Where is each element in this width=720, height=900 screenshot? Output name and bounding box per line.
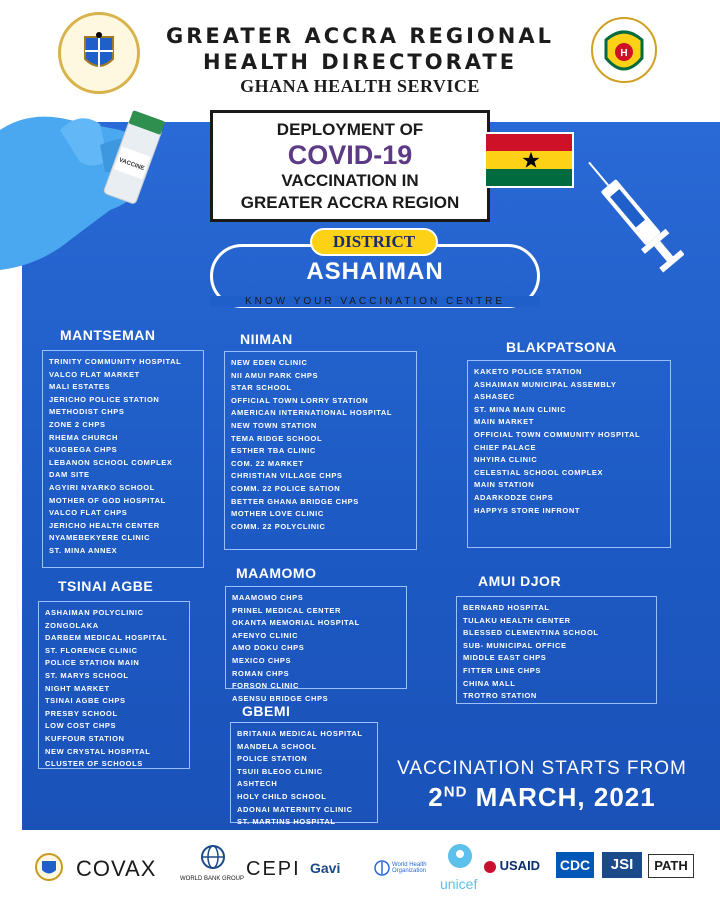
- facility-list-item: FORSON CLINIC: [232, 681, 299, 691]
- facility-list-item: BRITANIA MEDICAL HOSPITAL: [237, 729, 363, 738]
- section-title-tsinai-agbe: TSINAI AGBE: [58, 578, 154, 594]
- facility-list-item: NHYIRA CLINIC: [474, 455, 538, 465]
- section-title-gbemi: GBEMI: [242, 703, 291, 719]
- section-list-blakpatsona: [467, 360, 671, 548]
- facility-list-item: TSUII BLEOO CLINIC: [237, 766, 323, 776]
- district-label: DISTRICT: [310, 228, 438, 256]
- facility-list-item: MAIN STATION: [474, 480, 535, 490]
- facility-list-item: NII AMUI PARK CHPS: [231, 370, 319, 380]
- ministry-of-health-logo: [58, 12, 140, 94]
- facility-list-item: BLESSED CLEMENTINA SCHOOL: [463, 628, 599, 638]
- facility-list-item: ST. MINA MAIN CLINIC: [474, 404, 567, 414]
- facility-list-item: FITTER LINE CHPS: [463, 665, 541, 675]
- facility-list-item: JERICHO HEALTH CENTER: [49, 520, 160, 530]
- facility-list-item: JERICHO POLICE STATION: [49, 394, 160, 404]
- facility-list-item: CELESTIAL SCHOOL COMPLEX: [474, 467, 604, 477]
- facility-list-item: OKANTA MEMORIAL HOSPITAL: [232, 618, 360, 628]
- facility-list-item: MALI ESTATES: [49, 382, 111, 392]
- section-list-mantseman: [42, 350, 204, 568]
- jsi-logo: JSI: [602, 852, 642, 878]
- facility-list-item: ST. FLORENCE CLINIC: [45, 645, 138, 655]
- facility-list-item: RHEMA CHURCH: [49, 432, 119, 442]
- facility-list-item: OFFICIAL TOWN COMMUNITY HOSPITAL: [474, 429, 641, 439]
- unicef-logo: unicef: [440, 876, 478, 892]
- facility-list-item: TROTRO STATION: [463, 691, 537, 701]
- facility-list-item: CHRISTIAN VILLAGE CHPS: [231, 471, 343, 481]
- facility-list-item: ST. MARYS SCHOOL: [45, 670, 129, 680]
- facility-list-item: MANDELA SCHOOL: [237, 741, 317, 751]
- facility-list-item: POLICE STATION: [237, 754, 308, 764]
- facility-list-item: HOLY CHILD SCHOOL: [237, 791, 327, 801]
- cdc-logo: CDC: [556, 852, 594, 878]
- world-bank-globe-icon: [200, 844, 226, 870]
- section-title-maamomo: MAAMOMO: [236, 565, 317, 581]
- gloved-hand-vial-image: [0, 90, 190, 290]
- facility-list-item: DARBEM MEDICAL HOSPITAL: [45, 633, 168, 643]
- section-list-maamomo: [225, 586, 407, 703]
- facility-list-item: TSINAI AGBE CHPS: [45, 696, 126, 706]
- deployment-title-box: [210, 110, 490, 222]
- facility-list-item: BERNARD HOSPITAL: [463, 603, 550, 612]
- facility-list-item: TULAKU HEALTH CENTER: [463, 615, 571, 625]
- facility-list-item: LOW COST CHPS: [45, 721, 117, 731]
- facility-list-item: ESTHER TBA CLINIC: [231, 446, 316, 456]
- facility-list-item: MAIN MARKET: [474, 417, 534, 427]
- facility-list-item: ZONGOLAKA: [45, 620, 99, 630]
- facility-list-item: PRESBY SCHOOL: [45, 708, 118, 718]
- partner-logos-bar: [0, 830, 720, 900]
- facility-list-item: ST. MINA ANNEX: [49, 545, 118, 555]
- facility-list-item: ASHAIMAN POLYCLINIC: [45, 608, 144, 617]
- facility-list-item: POLICE STATION MAIN: [45, 658, 140, 668]
- facility-list-item: KAKETO POLICE STATION: [474, 367, 583, 376]
- facility-list-item: AMO DOKU CHPS: [232, 643, 305, 653]
- facility-list-item: TRINITY COMMUNITY HOSPITAL: [49, 357, 182, 366]
- facility-list-item: NIGHT MARKET: [45, 683, 110, 693]
- gavi-logo: Gavi: [310, 860, 341, 876]
- world-bank-logo: WORLD BANK GROUP: [180, 876, 245, 882]
- facility-list-item: STAR SCHOOL: [231, 383, 292, 393]
- facility-list-item: CHINA MALL: [463, 678, 516, 688]
- facility-list-item: COMM. 22 POLYCLINIC: [231, 521, 326, 531]
- facility-list-item: AGYIRI NYARKO SCHOOL: [49, 482, 155, 492]
- section-title-blakpatsona: BLAKPATSONA: [506, 339, 617, 355]
- section-list-niiman: [224, 351, 417, 550]
- header-subtitle: GHANA HEALTH SERVICE: [240, 76, 480, 96]
- header-title-line2: HEALTH DIRECTORATE: [202, 50, 518, 74]
- path-logo: PATH: [648, 854, 694, 878]
- facility-list-item: PRINEL MEDICAL CENTER: [232, 605, 341, 615]
- section-list-tsinai-agbe: [38, 601, 190, 769]
- cepi-logo: CEPI: [246, 858, 301, 880]
- facility-list-item: AMERICAN INTERNATIONAL HOSPITAL: [231, 408, 393, 418]
- facility-list-item: MIDDLE EAST CHPS: [463, 653, 547, 663]
- facility-list-item: ASHASEC: [474, 392, 515, 402]
- facility-list-item: METHODIST CHPS: [49, 407, 125, 417]
- vaccination-start-text: VACCINATION STARTS FROM: [397, 758, 687, 779]
- facility-list-item: ASHTECH: [237, 779, 278, 789]
- deployment-line3: VACCINATION IN: [281, 171, 419, 190]
- ghana-flag-icon: [484, 132, 574, 188]
- facility-list-item: COM. 22 MARKET: [231, 458, 304, 468]
- ghana-health-service-logo: [588, 14, 660, 94]
- facility-list-item: COMM. 22 POLICE SATION: [231, 483, 341, 493]
- facility-list-item: CLUSTER OF SCHOOLS: [45, 759, 143, 769]
- facility-list-item: MOTHER OF GOD HOSPITAL: [49, 495, 166, 505]
- who-emblem-icon: [374, 860, 390, 876]
- section-list-gbemi: [230, 722, 378, 827]
- section-list-amui-djor: [456, 596, 657, 704]
- facility-list-item: HAPPYS STORE INFRONT: [474, 505, 581, 515]
- facility-list-item: CHIEF PALACE: [474, 442, 537, 452]
- facility-list-item: ASENSU BRIDGE CHPS: [232, 693, 329, 703]
- facility-list-item: TEMA RIDGE SCHOOL: [231, 433, 323, 443]
- facility-list-item: VALCO FLAT CHPS: [49, 508, 128, 518]
- syringe-icon: [584, 146, 684, 286]
- facility-list-item: NYAMEBEKYERE CLINIC: [49, 533, 151, 543]
- svg-text:H: H: [620, 48, 628, 59]
- facility-list-item: ASHAIMAN MUNICIPAL ASSEMBLY: [474, 379, 617, 389]
- facility-list-item: OFFICIAL TOWN LORRY STATION: [231, 395, 369, 405]
- who-logo: World Health Organization: [392, 862, 427, 874]
- facility-list-item: LEBANON SCHOOL COMPLEX: [49, 457, 173, 467]
- facility-list-item: BETTER GHANA BRIDGE CHPS: [231, 496, 359, 506]
- facility-list-item: MOTHER LOVE CLINIC: [231, 509, 324, 519]
- district-tagline: KNOW YOUR VACCINATION CENTRE: [210, 296, 540, 307]
- ghana-coat-of-arms-icon: [34, 852, 64, 882]
- section-title-amui-djor: AMUI DJOR: [478, 573, 562, 589]
- facility-list-item: ADARKODZE CHPS: [474, 492, 554, 502]
- facility-list-item: NEW CRYSTAL HOSPITAL: [45, 746, 151, 756]
- header-title-line1: GREATER ACCRA REGIONAL: [166, 24, 554, 48]
- district-name: ASHAIMAN: [306, 258, 444, 285]
- section-title-mantseman: MANTSEMAN: [60, 327, 156, 343]
- facility-list-item: VALCO FLAT MARKET: [49, 369, 140, 379]
- facility-list-item: ZONE 2 CHPS: [49, 419, 106, 429]
- facility-list-item: KUFFOUR STATION: [45, 733, 125, 743]
- facility-list-item: AFENYO CLINIC: [232, 630, 299, 640]
- facility-list-item: ST. MARTINS HOSPITAL: [237, 817, 336, 827]
- covax-logo: COVAX: [76, 856, 157, 881]
- facility-list-item: DAM SITE: [49, 470, 90, 480]
- usaid-logo: USAID: [484, 858, 540, 873]
- deployment-line1: DEPLOYMENT OF: [276, 120, 424, 139]
- facility-list-item: KUGBEGA CHPS: [49, 445, 118, 455]
- covid-title: COVID-19: [287, 140, 413, 170]
- section-title-niiman: NIIMAN: [240, 331, 293, 347]
- facility-list-item: ADONAI MATERNITY CLINIC: [237, 804, 353, 814]
- facility-list-item: NEW TOWN STATION: [231, 420, 317, 430]
- svg-text:VACCINE: VACCINE: [117, 157, 145, 173]
- vaccination-start-date: 2ND MARCH, 2021: [428, 782, 656, 812]
- deployment-line4: GREATER ACCRA REGION: [240, 193, 460, 212]
- facility-list-item: ROMAN CHPS: [232, 668, 290, 678]
- facility-list-item: NEW EDEN CLINIC: [231, 358, 308, 367]
- facility-list-item: SUB- MUNICIPAL OFFICE: [463, 640, 567, 650]
- coat-of-arms-icon: [79, 31, 119, 75]
- unicef-emblem-icon: [446, 842, 474, 870]
- facility-list-item: MAAMOMO CHPS: [232, 593, 304, 602]
- facility-list-item: MEXICO CHPS: [232, 655, 292, 665]
